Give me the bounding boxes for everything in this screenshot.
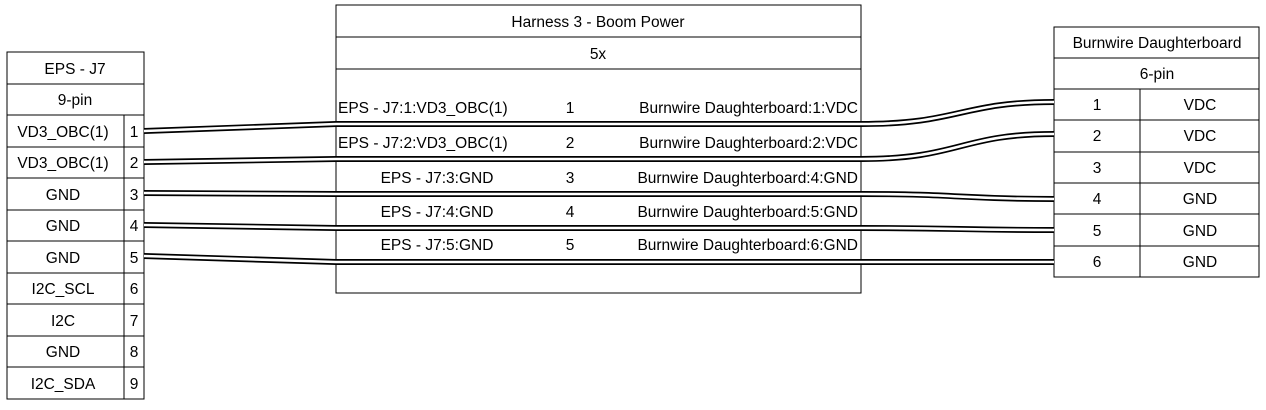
wire-4 <box>144 225 1054 230</box>
left-pin-label: I2C <box>50 313 76 330</box>
harness-table <box>336 5 861 293</box>
right-pin-label: VDC <box>1183 97 1217 114</box>
right-pin-number: 4 <box>1092 191 1102 208</box>
left-pin-label: VD3_OBC(1) <box>17 155 109 172</box>
left-pin-number: 7 <box>129 313 139 330</box>
left-pin-number: 6 <box>129 281 139 298</box>
right-pin-number: 1 <box>1092 97 1102 114</box>
left-connector-title: EPS - J7 <box>44 61 106 78</box>
left-pin-number: 4 <box>129 218 139 235</box>
wire-number: 3 <box>565 170 575 187</box>
wire-from: EPS - J7:4:GND <box>380 204 494 221</box>
right-connector <box>1054 27 1259 277</box>
right-connector-pin-count: 6-pin <box>1139 66 1175 83</box>
left-pin-number: 2 <box>129 155 139 172</box>
wire-number: 5 <box>565 237 575 254</box>
right-pin-number: 3 <box>1092 160 1102 177</box>
wire-to: Burnwire Daughterboard:5:GND <box>637 204 858 221</box>
harness-title: Harness 3 - Boom Power <box>511 14 685 31</box>
wire-from: EPS - J7:3:GND <box>380 170 494 187</box>
wire-from: EPS - J7:5:GND <box>380 237 494 254</box>
right-pin-number: 5 <box>1092 223 1102 240</box>
left-connector-pin-count: 9-pin <box>57 92 93 109</box>
left-pin-number: 9 <box>129 376 139 393</box>
wire-number: 1 <box>565 100 575 117</box>
wire-number: 4 <box>565 204 575 221</box>
left-pin-label: GND <box>45 250 81 267</box>
right-pin-number: 6 <box>1092 254 1102 271</box>
left-pin-number: 3 <box>129 187 139 204</box>
left-pin-number: 8 <box>129 344 139 361</box>
left-pin-label: GND <box>45 344 81 361</box>
right-pin-number: 2 <box>1092 128 1102 145</box>
right-pin-label: GND <box>1182 223 1218 240</box>
right-connector-title: Burnwire Daughterboard <box>1072 35 1242 52</box>
harness-quantity: 5x <box>589 46 607 63</box>
left-pin-label: I2C_SDA <box>30 376 96 393</box>
wire-from: EPS - J7:1:VD3_OBC(1) <box>338 100 508 117</box>
wire-number: 2 <box>565 135 575 152</box>
left-pin-label: I2C_SCL <box>31 281 95 298</box>
wire-from: EPS - J7:2:VD3_OBC(1) <box>338 135 508 152</box>
wire-to: Burnwire Daughterboard:4:GND <box>637 170 858 187</box>
right-pin-label: GND <box>1182 191 1218 208</box>
left-pin-label: GND <box>45 187 81 204</box>
right-pin-label: VDC <box>1183 128 1217 145</box>
right-pin-label: GND <box>1182 254 1218 271</box>
wire-to: Burnwire Daughterboard:1:VDC <box>639 100 858 117</box>
left-pin-label: GND <box>45 218 81 235</box>
wire-to: Burnwire Daughterboard:6:GND <box>637 237 858 254</box>
wire-to: Burnwire Daughterboard:2:VDC <box>639 135 858 152</box>
left-pin-label: VD3_OBC(1) <box>17 124 109 141</box>
left-pin-number: 1 <box>129 124 139 141</box>
left-connector <box>7 52 144 399</box>
right-pin-label: VDC <box>1183 160 1217 177</box>
left-pin-number: 5 <box>129 250 139 267</box>
